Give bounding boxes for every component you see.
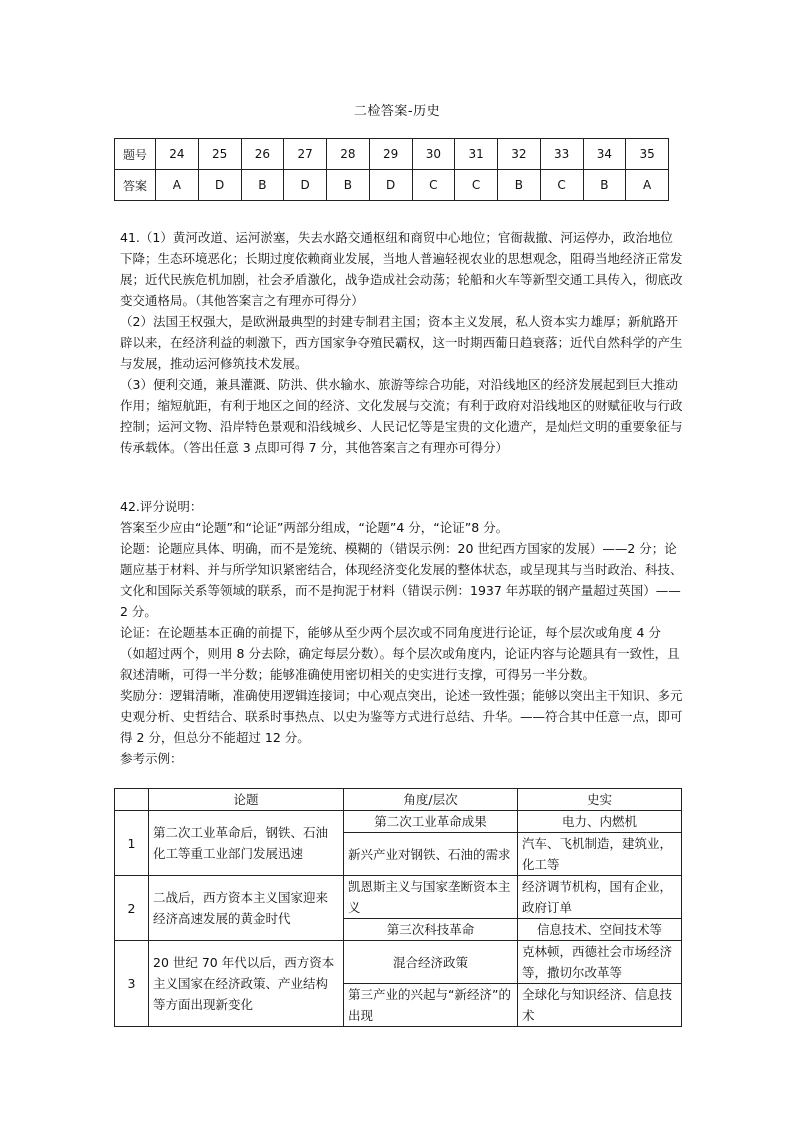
question-number: 33 [540,139,583,170]
answer-cell: B [498,170,541,201]
row-number: 2 [115,876,149,941]
table-row [115,876,682,919]
row-fact: 经济调节机构，国有企业，政府订单 [518,876,682,919]
row-angle: 第二次工业革命成果 [344,811,518,833]
row-label: 题号 [115,139,156,170]
q41-section [120,227,685,458]
row-angle: 混合经济政策 [344,941,518,984]
row-fact: 克林顿，西德社会市场经济等，撒切尔改革等 [518,941,682,984]
reference-table-header [115,789,682,811]
answer-table [114,138,669,201]
q42-section [120,496,685,769]
answer-cell: B [583,170,626,201]
row-topic: 二战后，西方资本主义国家迎来经济高速发展的黄金时代 [149,876,344,941]
q42-bonus-criteria: 奖励分：逻辑清晰，准确使用逻辑连接词；中心观点突出，论述一致性强；能够以突出主干知识、多元史观分析、史哲结合、联系时事热点、以史为鉴等方式进行总结、升华。——符合其中任意一点，即可得 2 分，但总分不能超过 12 分。 [120,688,683,745]
row-angle: 新兴产业对钢铁、石油的需求 [344,833,518,876]
row-label: 答案 [115,170,156,201]
question-number: 35 [626,139,669,170]
answer-cell: D [284,170,327,201]
header-topic: 论题 [149,789,344,811]
question-number: 34 [583,139,626,170]
question-number: 26 [241,139,284,170]
header-fact: 史实 [518,789,682,811]
row-angle: 凯恩斯主义与国家垄断资本主义 [344,876,518,919]
row-fact: 信息技术、空间技术等 [518,919,682,941]
q42-overview: 答案至少应由“论题”和“论证”两部分组成，“论题”4 分，“论证”8 分。 [120,520,509,535]
row-fact: 全球化与知识经济、信息技术 [518,984,682,1027]
row-fact: 电力、内燃机 [518,811,682,833]
question-number-row [115,139,669,170]
q42-reference-label: 参考示例： [120,751,183,766]
answer-cell: A [626,170,669,201]
row-angle: 第三次科技革命 [344,919,518,941]
answer-cell: C [540,170,583,201]
question-number: 25 [198,139,241,170]
row-topic: 20 世纪 70 年代以后，西方资本主义国家在经济政策、产业结构等方面出现新变化 [149,941,344,1027]
question-number: 28 [327,139,370,170]
row-angle: 第三产业的兴起与“新经济”的出现 [344,984,518,1027]
question-number: 32 [498,139,541,170]
question-number: 30 [412,139,455,170]
header-angle: 角度/层次 [344,789,518,811]
answer-cell: C [455,170,498,201]
table-row [115,811,682,833]
q42-topic-criteria: 论题：论题应具体、明确，而不是笼统、模糊的（错误示例：20 世纪西方国家的发展）——2 分；论题应基于材料、并与所学知识紧密结合，体现经济变化发展的整体状态，或呈现其与当时政治、科技、文化和国际关系等领域的联系，而不是拘泥于材料（错误示例：1937 年苏联的钢产量超过英国）——2 分。 [120,541,683,619]
q42-heading: 42.评分说明： [120,499,203,514]
q42-argument-criteria: 论证：在论题基本正确的前提下，能够从至少两个层次或不同角度进行论证，每个层次或角度 4 分（如超过两个，则用 8 分去除，确定每层分数）。每个层次或角度内，论证内容与论题具有一致性，且叙述清晰，可得一半分数；能够准确使用密切相关的史实进行支撑，可得另一半分数。 [120,625,680,682]
answer-row [115,170,669,201]
row-topic: 第二次工业革命后，钢铁、石油化工等重工业部门发展迅速 [149,811,344,876]
q41-part3: （3）便利交通，兼具灌溉、防洪、供水输水、旅游等综合功能，对沿线地区的经济发展起到巨大推动作用；缩短航距，有利于地区之间的经济、文化发展与交流；有利于政府对沿线地区的财赋征收与行政控制；运河文物、沿岸特色景观和沿线城乡、人民记忆等是宝贵的文化遗产，是灿烂文明的重要象征与传承载体。（答出任意 3 点即可得 7 分，其他答案言之有理亦可得分） [120,377,683,455]
table-row [115,941,682,984]
q41-part2: （2）法国王权强大，是欧洲最典型的封建专制君主国；资本主义发展，私人资本实力雄厚；新航路开辟以来，在经济利益的刺激下，西方国家争夺殖民霸权，这一时期西葡日趋衰落；近代自然科学的产生与发展，推动运河修筑技术发展。 [120,314,683,371]
answer-cell: A [156,170,199,201]
answer-cell: C [412,170,455,201]
answer-cell: D [369,170,412,201]
row-number: 1 [115,811,149,876]
answer-cell: D [198,170,241,201]
answer-cell: B [327,170,370,201]
question-number: 29 [369,139,412,170]
answer-cell: B [241,170,284,201]
question-number: 24 [156,139,199,170]
page-title: 二检答案-历史 [353,104,441,119]
question-number: 27 [284,139,327,170]
row-number: 3 [115,941,149,1027]
question-number: 31 [455,139,498,170]
row-fact: 汽车、飞机制造，建筑业，化工等 [518,833,682,876]
reference-table [114,788,682,1027]
q41-part1: 41.（1）黄河改道、运河淤塞，失去水路交通枢纽和商贸中心地位；官衙裁撤、河运停办，政治地位下降；生态环境恶化；长期过度依赖商业发展，当地人普遍轻视农业的思想观念，阻碍当地经济正常发展；近代民族危机加剧，社会矛盾激化，战争造成社会动荡；轮船和火车等新型交通工具传入，彻底改变交通格局。（其他答案言之有理亦可得分） [120,230,683,308]
